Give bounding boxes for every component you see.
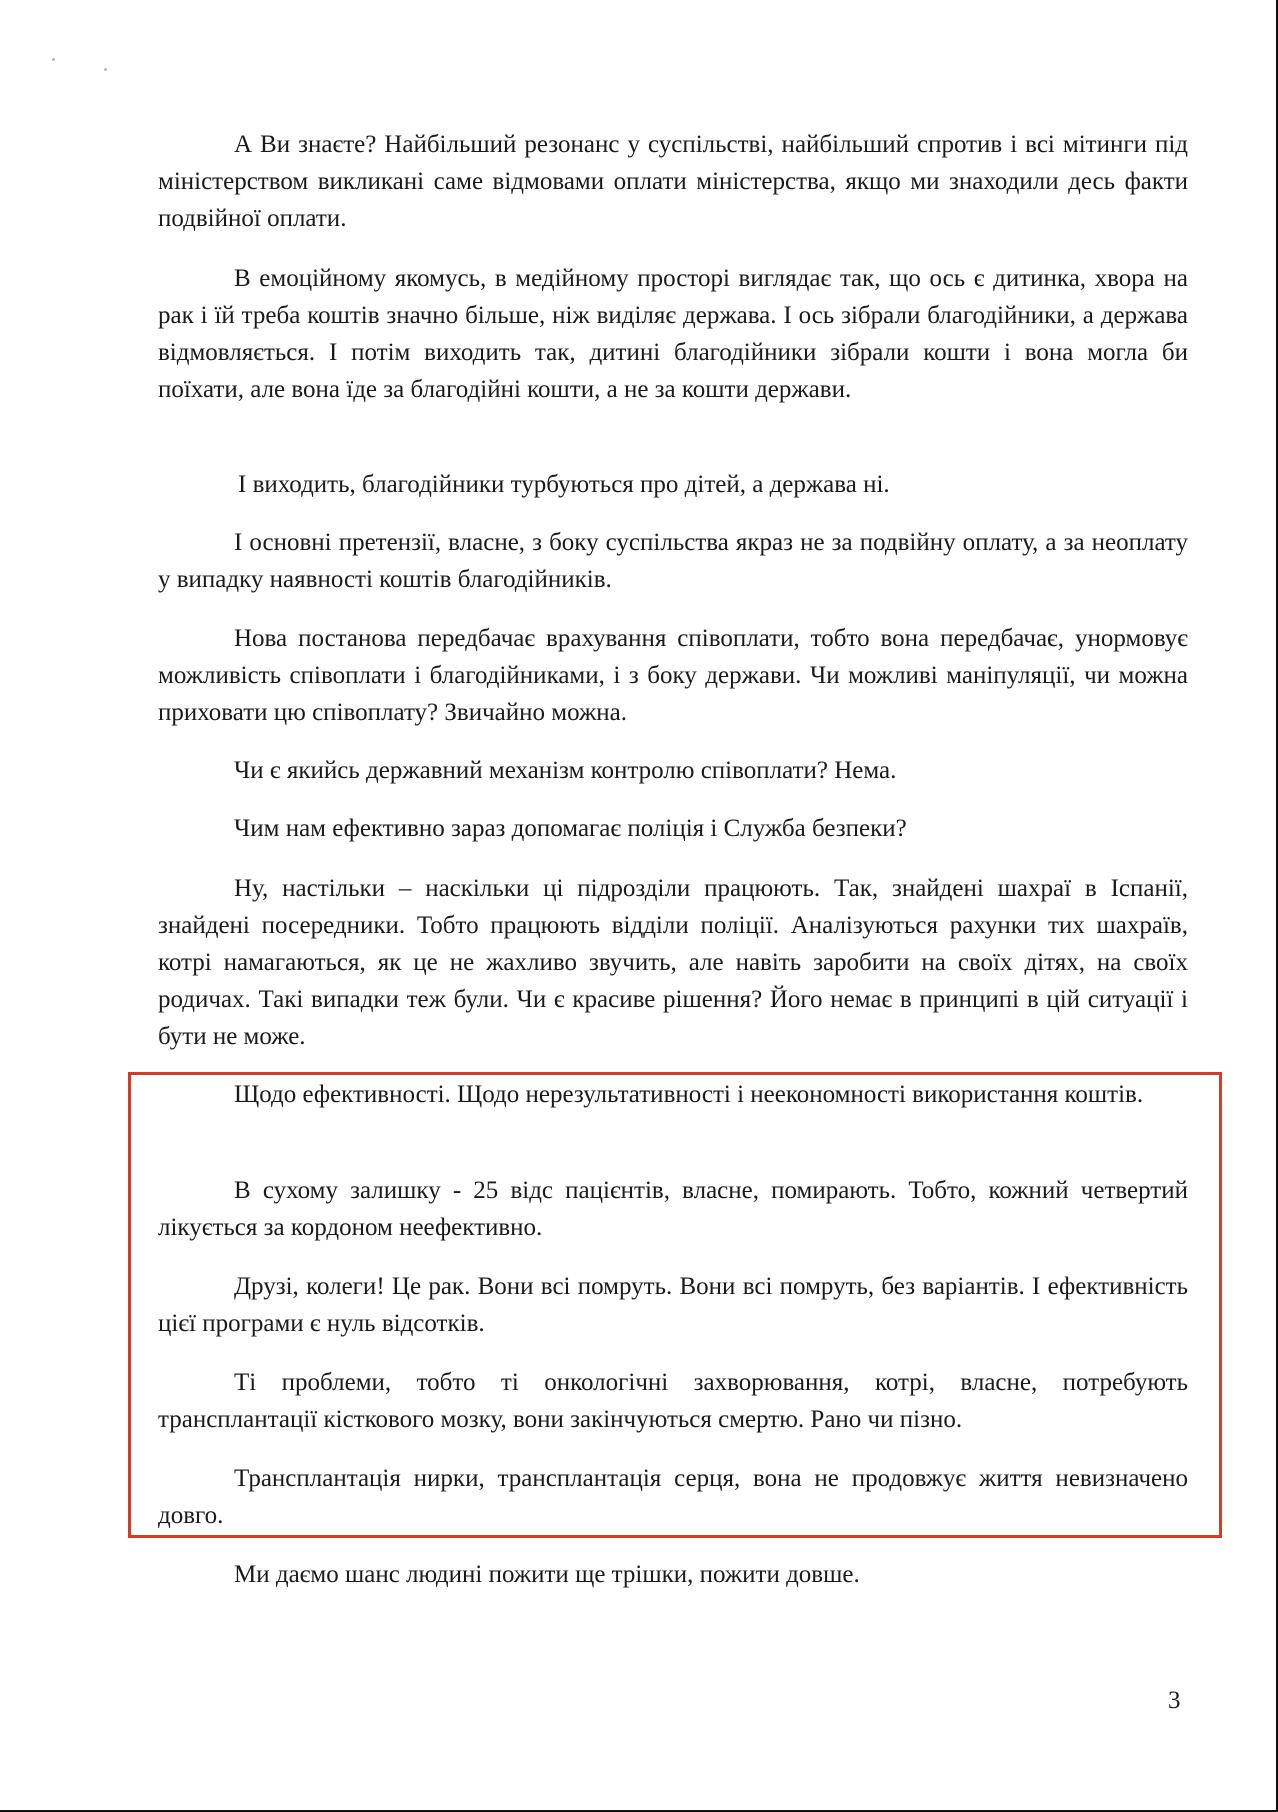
scan-speck (104, 68, 107, 71)
paragraph-text: Нова постанова передбачає врахування співоплати, тобто вона передбачає, унормовує можливість співоплати і благодійниками, і з боку держави. Чи можливі маніпуляції, чи можна приховати цю співоплату? Звичайно можна. (158, 625, 1188, 726)
highlighted-paragraph (158, 1364, 1188, 1438)
scan-speck (52, 58, 55, 61)
paragraph-text: І виходить, благодійники турбуються про дітей, а держава ні. (238, 471, 890, 498)
paragraph (158, 126, 1188, 237)
paragraph-text: Друзі, колеги! Це рак. Вони всі помруть. Вони всі помруть, без варіантів. І ефективність цієї програми є нуль відсотків. (158, 1273, 1188, 1337)
paragraph (158, 810, 1188, 847)
paragraph-text: Чи є якийсь державний механізм контролю співоплати? Нема. (234, 757, 897, 784)
paragraph-text: В емоційному якомусь, в медійному просторі виглядає так, що ось є дитинка, хвора на рак і їй треба коштів значно більше, ніж виділяє держава. І ось зібрали благодійники, а держава відмовляється. І потім виходить так, дитині благодійники зібрали кошти і вона могла би поїхати, але вона їде за благодійні кошти, а не за кошти держави. (158, 265, 1188, 403)
paragraph-text: В сухому залишку - 25 відс пацієнтів, власне, помирають. Тобто, кожний четвертий лікується за кордоном неефективно. (158, 1177, 1188, 1241)
paragraph (158, 870, 1188, 1055)
paragraph (158, 466, 1188, 503)
highlighted-paragraph (158, 1172, 1188, 1246)
paragraph-text: Щодо ефективності. Щодо нерезультативності і неекономності використання коштів. (234, 1081, 1144, 1108)
paragraph-text: Трансплантація нирки, трансплантація серця, вона не продовжує життя невизначено довго. (158, 1465, 1188, 1529)
page-number: 3 (1168, 1687, 1181, 1714)
paragraph-text: Ну, настільки – наскільки ці підрозділи працюють. Так, знайдені шахраї в Іспанії, знайдені посередники. Тобто працюють відділи поліції. Аналізуються рахунки тих шахраїв, котрі намагаються, як це не жахливо звучить, але навіть заробити на своїх дітях, на своїх родичах. Такі випадки теж були. Чи є красиве рішення? Його немає в принципі в цій ситуації і бути не може. (158, 875, 1188, 1050)
highlighted-paragraph (158, 1268, 1188, 1342)
paragraph-text: Чим нам ефективно зараз допомагає поліція і Служба безпеки? (234, 815, 907, 842)
paragraph-text: Ми даємо шанс людині пожити ще трішки, пожити довше. (234, 1561, 860, 1588)
paragraph-text: І основні претензії, власне, з боку суспільства якраз не за подвійну оплату, а за неоплату у випадку наявності коштів благодійників. (158, 529, 1188, 593)
highlighted-paragraph (158, 1460, 1188, 1534)
paragraph (158, 524, 1188, 598)
highlighted-paragraph (158, 1076, 1188, 1113)
paragraph (158, 620, 1188, 731)
paragraph (158, 1556, 1188, 1593)
paragraph (158, 260, 1188, 408)
paragraph-text: Ті проблеми, тобто ті онкологічні захворювання, котрі, власне, потребують трансплантації кісткового мозку, вони закінчуються смертю. Рано чи пізно. (158, 1369, 1188, 1433)
paragraph-text: А Ви знаєте? Найбільший резонанс у суспільстві, найбільший спротив і всі мітинги під міністерством викликані саме відмовами оплати міністерства, якщо ми знаходили десь факти подвійної оплати. (158, 131, 1188, 232)
paragraph (158, 752, 1188, 789)
